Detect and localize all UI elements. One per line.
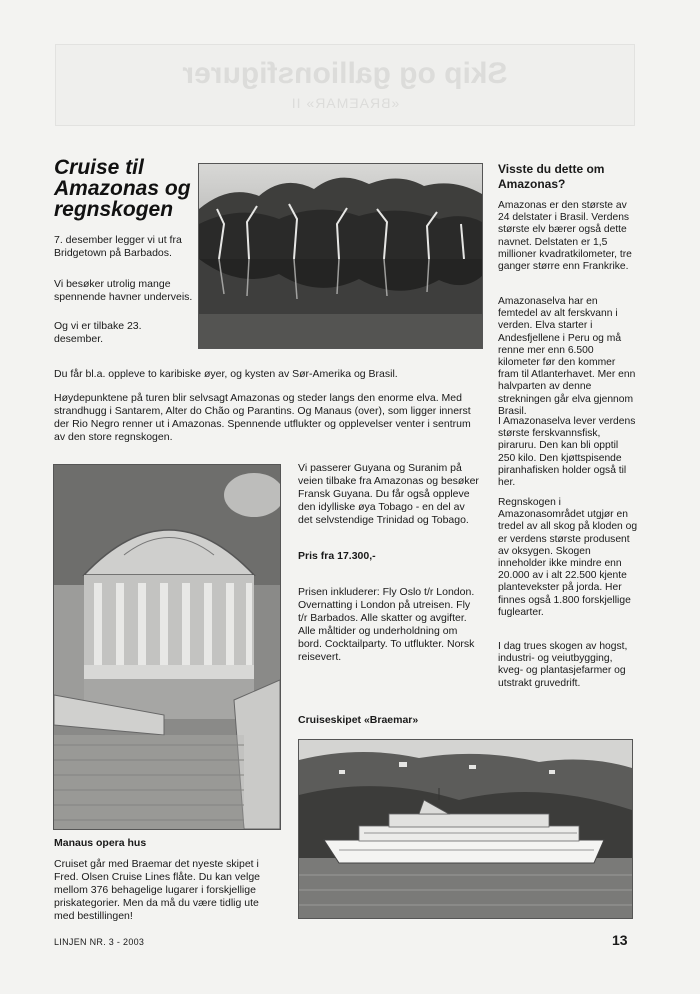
intro-paragraph-3: Og vi er tilbake 23. desember. <box>54 320 142 345</box>
opera-house-photo <box>53 464 281 830</box>
cruise-ship-illustration <box>299 740 632 918</box>
ship-paragraph: Cruiset går med Braemar det nyeste skipet i Fred. Olsen Cruise Lines flåte. Du kan velge mellom 376 behagelige lugarer i forskjellige priskategorier. Men da må du være tidlig ute med bestillingen! <box>54 858 261 922</box>
main-paragraph-2: Høydepunktene på turen blir selvsagt Amazonas og steder langs den enorme elva. Med strandhugg i Santarem, Alter do Chão og Parantins. Og Manaus (over), som ligger innerst der Rio Negro renner ut i Amazonas. Spennende utflukter og opplevelser venter i sentrum av den store regnskogen. <box>54 392 471 443</box>
sidebar-paragraph-2: Amazonaselva har en femtedel av alt ferskvann i verden. Elva starter i Andesfjellene i Peru og må renne mer enn 6.500 kilometer før den kommer fram til Atlanterhavet. Mer enn halvparten av denne strekningen går elva gjennom Brasil. <box>498 296 636 417</box>
sidebar-paragraph-4: Regnskogen i Amazonasområdet utgjør en tredel av all skog på kloden og er verdens største produsent av oksygen. Skogen inneholder ikke mindre enn 20.000 av i alt 22.500 kjente plantevekster på jorda. Her finnes også 1.800 forskjellige fuglearter. <box>498 497 638 618</box>
sidebar-paragraph-5: I dag trues skogen av hogst, industri- og veiutbygging, kveg- og plantasjefarmer og utstrakt gruvedrift. <box>498 641 628 689</box>
sidebar-paragraph-3: I Amazonaselva lever verdens største ferskvannsfisk, piraruru. Den kan bli opptil 250 kilo. Den kjøttspisende piranhafisken holder også til her. <box>498 416 636 489</box>
rainforest-illustration <box>199 164 482 348</box>
opera-house-caption: Manaus opera hus <box>54 837 147 849</box>
ghost-subtitle: «BRAEMAR» II <box>290 95 400 111</box>
intro-paragraph-1: 7. desember legger vi ut fra Bridgetown på Barbados. <box>54 234 182 259</box>
ghost-title: Skip og gallionsfigurer <box>182 57 508 90</box>
sidebar-paragraph-1: Amazonas er den største av 24 delstater i Brasil. Verdens største elv bærer også dette navnet. Delstaten er 1,5 millioner kvadratkilometer, tre ganger større enn Frankrike. <box>498 200 632 273</box>
price-includes: Prisen inkluderer: Fly Oslo t/r London. Overnatting i London på utreisen. Fly t/r Barbados. Alle skatter og avgifter. Alle måltider og underholdning om bord. Cocktailparty. To utflukter. Norsk reisevert. <box>298 586 475 663</box>
price-label: Pris fra 17.300,- <box>298 550 376 562</box>
publication-footer: LINJEN NR. 3 - 2003 <box>54 937 145 947</box>
page-number: 13 <box>612 932 628 948</box>
route-paragraph: Vi passerer Guyana og Suranim på veien tilbake fra Amazonas og besøker Fransk Guyana. Du får også oppleve den idylliske øya Tobago - en del av det selvstendige Trinidad og Tobago. <box>298 462 479 526</box>
cruise-ship-photo <box>298 739 633 919</box>
rainforest-photo <box>198 163 483 349</box>
intro-paragraph-2: Vi besøker utrolig mange spennende havner underveis. <box>54 278 193 303</box>
sidebar-title: Visste du dette om Amazonas? <box>498 162 605 191</box>
opera-house-illustration <box>54 465 280 829</box>
ship-caption: Cruiseskipet «Braemar» <box>298 714 419 726</box>
article-headline: Cruise til Amazonas og regnskogen <box>54 156 191 221</box>
main-paragraph-1: Du får bl.a. oppleve to karibiske øyer, og kysten av Sør-Amerika og Brasil. <box>54 368 398 380</box>
ghost-header-box <box>55 44 635 126</box>
